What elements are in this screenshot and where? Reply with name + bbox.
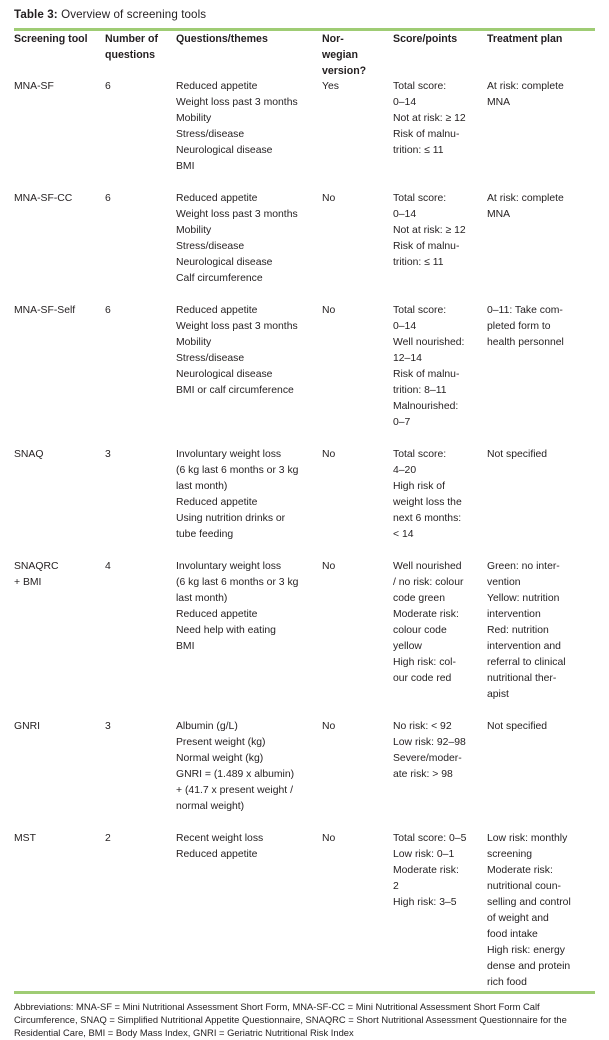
cell-score-points: Total score: 0–14 Not at risk: ≥ 12 Risk of malnu- trition: ≤ 11 xyxy=(393,81,466,156)
cell-score-points: Total score: 0–14 Not at risk: ≥ 12 Risk of malnu- trition: ≤ 11 xyxy=(393,193,466,268)
cell-questions-themes: Reduced appetite Weight loss past 3 months Mobility Stress/disease Neurological disease Calf circumference xyxy=(176,193,298,284)
table-caption-text: Overview of screening tools xyxy=(57,8,207,21)
table-row xyxy=(14,447,595,543)
table-body xyxy=(14,79,595,991)
cell-number-of-questions: 6 xyxy=(105,305,111,316)
cell-treatment-plan: 0–11: Take com- pleted form to health personnel xyxy=(487,305,564,348)
column-header-treatment-plan: Treatment plan xyxy=(487,33,563,45)
row-spacer xyxy=(14,431,595,447)
table-row xyxy=(14,831,595,991)
cell-norwegian-version: No xyxy=(322,193,336,204)
cell-questions-themes: Albumin (g/L) Present weight (kg) Normal weight (kg) GNRI = (1.489 x albumin) + (41.7 x present weight / normal weight) xyxy=(176,721,295,812)
cell-screening-tool: GNRI xyxy=(14,721,40,732)
screening-tools-table xyxy=(14,31,595,991)
row-spacer xyxy=(14,175,595,191)
cell-screening-tool: MNA-SF-Self xyxy=(14,305,76,316)
cell-score-points: Total score: 0–14 Well nourished: 12–14 Risk of malnu- trition: 8–11 Malnourished: 0–7 xyxy=(393,305,465,428)
row-spacer xyxy=(14,287,595,303)
cell-number-of-questions: 6 xyxy=(105,193,111,204)
cell-screening-tool: MNA-SF xyxy=(14,81,54,92)
cell-questions-themes: Reduced appetite Weight loss past 3 months Mobility Stress/disease Neurological disease BMI or calf circumference xyxy=(176,305,298,396)
cell-treatment-plan: Not specified xyxy=(487,721,548,732)
cell-screening-tool: MST xyxy=(14,833,36,844)
cell-treatment-plan: At risk: complete MNA xyxy=(487,81,564,108)
cell-score-points: Well nourished / no risk: colour code green Moderate risk: colour code yellow High risk: col- our code red xyxy=(393,561,464,684)
cell-score-points: Total score: 4–20 High risk of weight loss the next 6 months: < 14 xyxy=(393,449,462,540)
cell-screening-tool: SNAQRC + BMI xyxy=(14,561,59,588)
column-header-number-of-questions: Number of questions xyxy=(105,33,158,61)
table-caption-number: Table 3: xyxy=(14,8,58,21)
cell-norwegian-version: No xyxy=(322,721,336,732)
cell-number-of-questions: 3 xyxy=(105,721,111,732)
cell-number-of-questions: 3 xyxy=(105,449,111,460)
cell-score-points: No risk: < 92 Low risk: 92–98 Severe/moder- ate risk: > 98 xyxy=(393,721,466,780)
table-caption xyxy=(14,0,595,23)
column-header-screening-tool: Screening tool xyxy=(14,33,88,45)
table-row xyxy=(14,303,595,431)
cell-norwegian-version: Yes xyxy=(322,81,339,92)
cell-treatment-plan: Green: no inter- vention Yellow: nutrition intervention Red: nutrition intervention and referral to clinical nutritional ther- apist xyxy=(487,561,566,700)
cell-treatment-plan: Not specified xyxy=(487,449,548,460)
cell-screening-tool: MNA-SF-CC xyxy=(14,193,73,204)
column-header-questions-themes: Questions/themes xyxy=(176,33,268,45)
cell-questions-themes: Reduced appetite Weight loss past 3 months Mobility Stress/disease Neurological disease BMI xyxy=(176,81,298,172)
table-row xyxy=(14,719,595,815)
row-spacer xyxy=(14,703,595,719)
cell-number-of-questions: 6 xyxy=(105,81,111,92)
table-footnote: Abbreviations: MNA-SF = Mini Nutritional Assessment Short Form, MNA-SF-CC = Mini Nutritional Assessment Short Form Calf Circumference, SNAQ = Simplified Nutritional Appetite Questionnaire, SNAQRC = Short Nutritional Assessment Questionnaire for the Residential Care, BMI = Body Mass Index, GNRI = Geriatric Nutritional Risk Index xyxy=(14,1001,567,1039)
table-row xyxy=(14,191,595,287)
cell-norwegian-version: No xyxy=(322,449,336,460)
cell-treatment-plan: At risk: complete MNA xyxy=(487,193,564,220)
table-row xyxy=(14,79,595,175)
cell-treatment-plan: Low risk: monthly screening Moderate risk: nutritional coun- selling and control of weight and food intake High risk: energy dense and protein rich food xyxy=(487,833,571,988)
cell-norwegian-version: No xyxy=(322,561,336,572)
table-header-row xyxy=(14,31,595,79)
cell-questions-themes: Recent weight loss Reduced appetite xyxy=(176,833,264,860)
row-spacer xyxy=(14,543,595,559)
cell-norwegian-version: No xyxy=(322,833,336,844)
table-row xyxy=(14,559,595,703)
cell-screening-tool: SNAQ xyxy=(14,449,44,460)
column-header-norwegian-version: Nor- wegian version? xyxy=(322,33,367,77)
cell-norwegian-version: No xyxy=(322,305,336,316)
cell-number-of-questions: 2 xyxy=(105,833,111,844)
row-spacer xyxy=(14,815,595,831)
column-header-score-points: Score/points xyxy=(393,33,458,45)
cell-score-points: Total score: 0–5 Low risk: 0–1 Moderate risk: 2 High risk: 3–5 xyxy=(393,833,467,908)
cell-questions-themes: Involuntary weight loss (6 kg last 6 months or 3 kg last month) Reduced appetite Need help with eating BMI xyxy=(176,561,299,652)
cell-questions-themes: Involuntary weight loss (6 kg last 6 months or 3 kg last month) Reduced appetite Using nutrition drinks or tube feeding xyxy=(176,449,299,540)
cell-number-of-questions: 4 xyxy=(105,561,111,572)
